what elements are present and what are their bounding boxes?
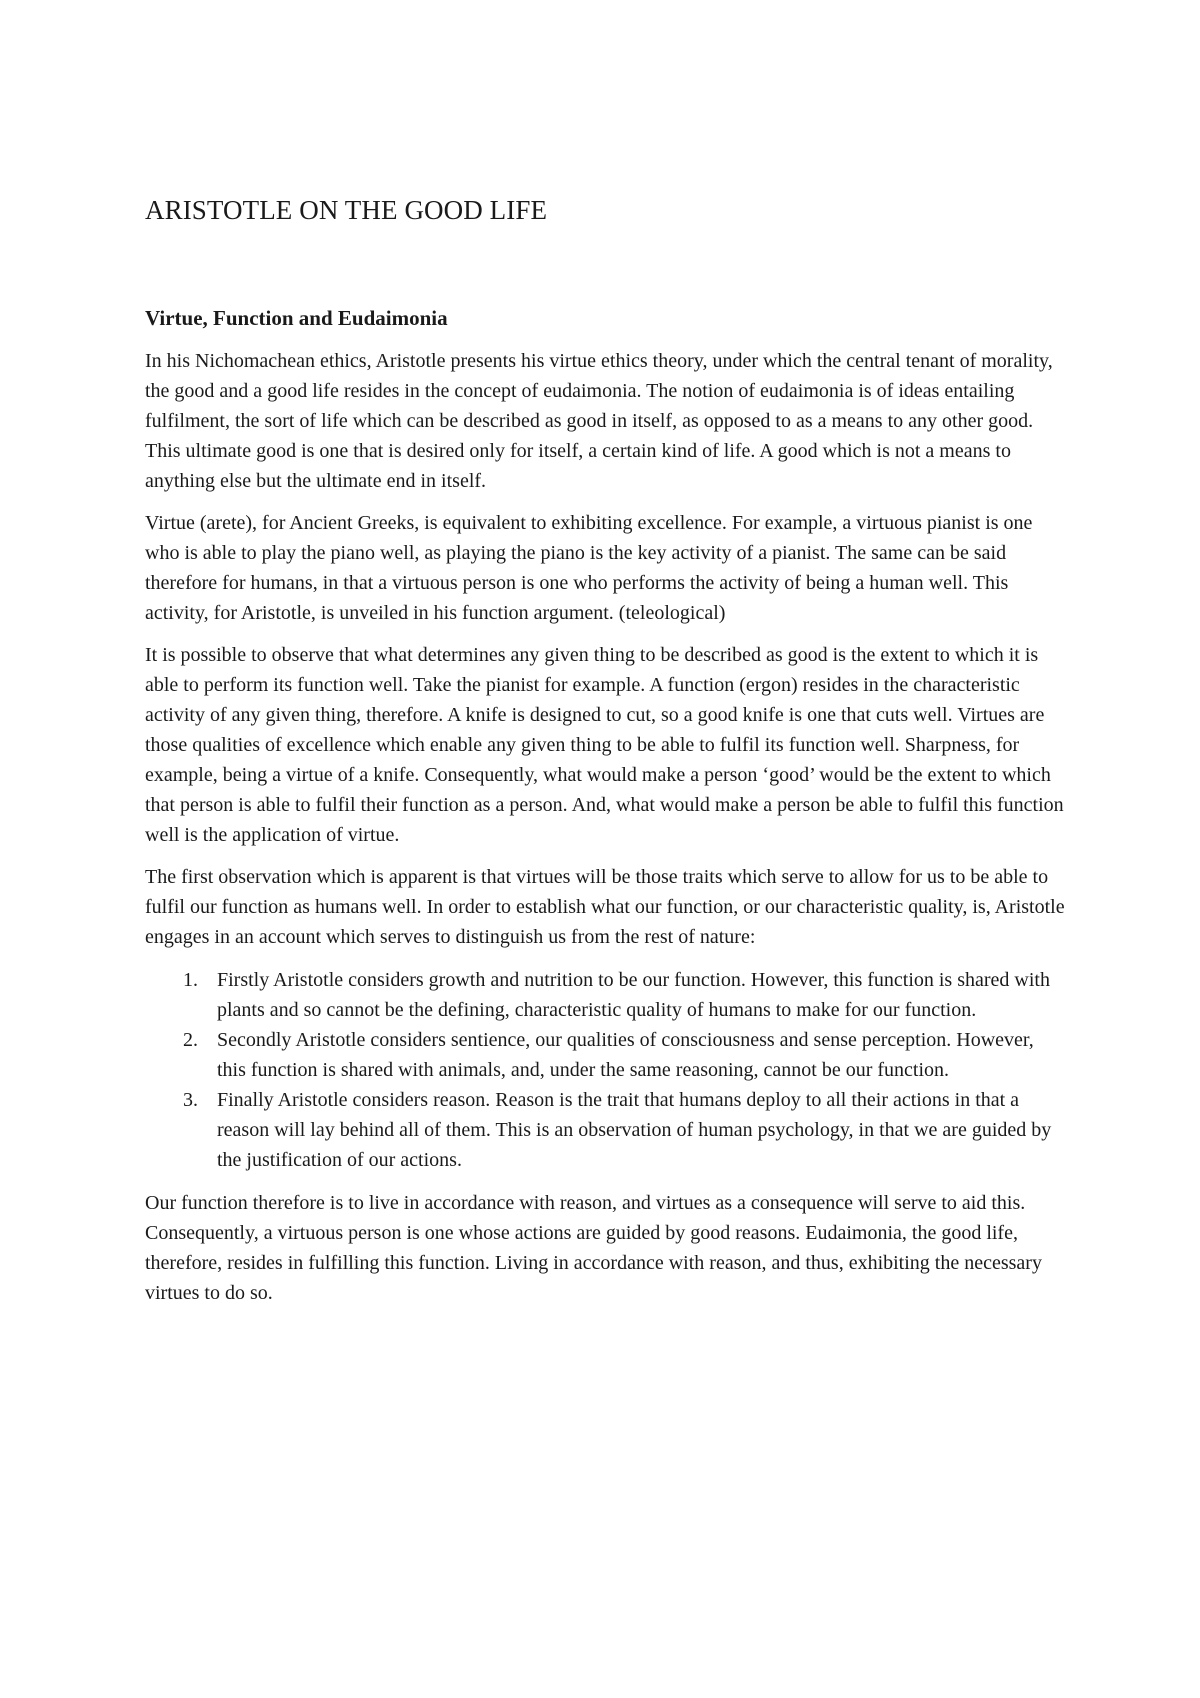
- document-title: ARISTOTLE ON THE GOOD LIFE: [145, 195, 548, 225]
- list-item: [145, 1085, 1065, 1175]
- function-candidates-list: [145, 965, 1065, 1175]
- list-item-number: 2.: [183, 1029, 198, 1051]
- list-item-text: Secondly Aristotle considers sentience, our qualities of consciousness and sense perception. However, this function is shared with animals, and, under the same reasoning, cannot be our function.: [217, 1029, 1034, 1081]
- paragraph-function-ergon: It is possible to observe that what determines any given thing to be described as good is the extent to which it is able to perform its function well. Take the pianist for example. A function (ergon) resides in the characteristic activity of any given thing, therefore. A knife is designed to cut, so a good knife is one that cuts well. Virtues are those qualities of excellence which enable any given thing to be able to fulfil its function well. Sharpness, for example, being a virtue of a knife. Consequently, what would make a person ‘good’ would be the extent to which that person is able to fulfil their function as a person. And, what would make a person be able to fulfil this function well is the application of virtue.: [145, 644, 1064, 846]
- list-item-number: 1.: [183, 969, 198, 991]
- list-item-text: Finally Aristotle considers reason. Reason is the trait that humans deploy to all their actions in that a reason will lay behind all of them. This is an observation of human psychology, in that we are guided by the justification of our actions.: [217, 1089, 1052, 1171]
- section-heading: Virtue, Function and Eudaimonia: [145, 306, 448, 330]
- paragraph-eudaimonia: In his Nichomachean ethics, Aristotle presents his virtue ethics theory, under which the central tenant of morality, the good and a good life resides in the concept of eudaimonia. The notion of eudaimonia is of ideas entailing fulfilment, the sort of life which can be described as good in itself, as opposed to as a means to any other good. This ultimate good is one that is desired only for itself, a certain kind of life. A good which is not a means to anything else but the ultimate end in itself.: [145, 350, 1053, 492]
- list-item: [145, 965, 1065, 1025]
- paragraph-conclusion: Our function therefore is to live in accordance with reason, and virtues as a consequence will serve to aid this. Consequently, a virtuous person is one whose actions are guided by good reasons. Eudaimonia, the good life, therefore, resides in fulfilling this function. Living in accordance with reason, and thus, exhibiting the necessary virtues to do so.: [145, 1192, 1042, 1304]
- paragraph-first-observation: The first observation which is apparent is that virtues will be those traits which serve to allow for us to be able to fulfil our function as humans well. In order to establish what our function, or our characteristic quality, is, Aristotle engages in an account which serves to distinguish us from the rest of nature:: [145, 866, 1065, 948]
- paragraph-virtue-arete: Virtue (arete), for Ancient Greeks, is equivalent to exhibiting excellence. For example, a virtuous pianist is one who is able to play the piano well, as playing the piano is the key activity of a pianist. The same can be said therefore for humans, in that a virtuous person is one who performs the activity of being a human well. This activity, for Aristotle, is unveiled in his function argument. (teleological): [145, 512, 1033, 624]
- document-body: [145, 193, 1065, 1308]
- list-item: [145, 1025, 1065, 1085]
- list-item-text: Firstly Aristotle considers growth and nutrition to be our function. However, this function is shared with plants and so cannot be the defining, characteristic quality of humans to make for our function.: [217, 969, 1050, 1021]
- list-item-number: 3.: [183, 1089, 198, 1111]
